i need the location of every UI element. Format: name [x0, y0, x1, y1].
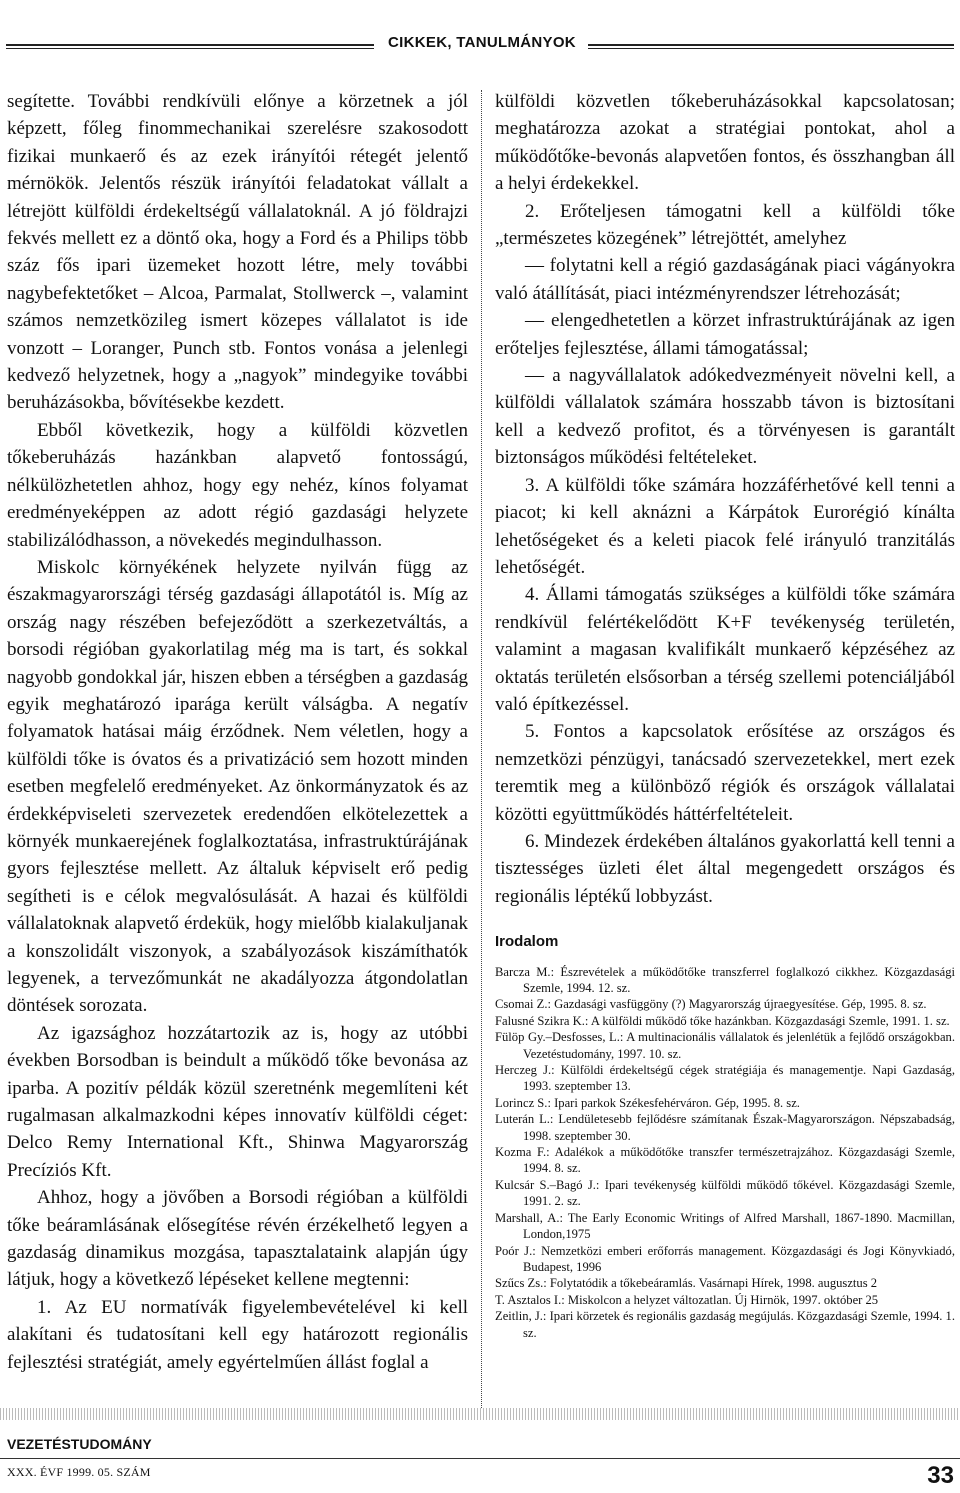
reference-item: T. Asztalos I.: Miskolcon a helyzet változatlan. Új Hirnök, 1997. október 25: [495, 1292, 879, 1307]
reference-item: Barcza M.: Észrevételek a működőtőke transzferrel foglalkozó cikkhez. Közgazdasági Szemle, 1994. 12. sz.: [495, 964, 955, 995]
reference-item: Marshall, A.: The Early Economic Writings of Alfred Marshall, 1867-1890. Macmillan, London,1975: [495, 1210, 955, 1242]
paragraph: 2. Erőteljesen támogatni kell a külföldi tőke „természetes közegének” létrejöttét, amelyhez: [495, 200, 955, 250]
paragraph: segítette. További rendkívüli előnye a körzetnek a jól képzett, főleg finommechanikai szerelésre szakosodott fizikai munkaerő és az ezek irányítói rétegét jelentő mérnökök. Jelentős részük irányítói feladatokat vállalt a létrejött külföldi érdekeltségű vállalatoknál. A jó földrajzi fekvés mellett ez a döntő oka, hogy a Ford és a Philips több száz fős ipari üzemeket hozott létre, mely további nagybefektetőket – Alcoa, Parmalat, Stollwerck –, valamint számos nemzetközileg ismert közepes vállalatot is ide vonzott – Loranger, Punch stb. Fontos vonása a jelenlegi kedvező helyzetnek, hogy a „nagyok” mindegyike további beruházásokba, bővítésekbe kezdett.: [7, 91, 468, 414]
running-header: [6, 34, 954, 58]
left-column: [7, 88, 468, 1376]
journal-name: VEZETÉSTUDOMÁNY: [7, 1436, 152, 1452]
reference-item: Kozma F.: Adalékok a működőtőke transzfer természetrajzához. Közgazdasági Szemle, 1994. 8. sz.: [495, 1145, 955, 1176]
page-number: 33: [927, 1462, 954, 1489]
list-item: — elengedhetetlen a körzet infrastruktúrájának az igen erőteljes fejlesztése, állami támogatással;: [495, 310, 955, 359]
list-item: — folytatni kell a régió gazdaságának piaci vágányokra való átállítását, piaci intézményrendszer létrehozását;: [495, 255, 955, 304]
reference-item: Fülöp Gy.–Desfosses, L.: A multinacionális vállalatok és jelenlétük a fejlődő országokban. Vezetéstudomány, 1997. 10. sz.: [495, 1030, 955, 1061]
reference-item: Kulcsár S.–Bagó J.: Ipari tevékenység külföldi működő tőkével. Közgazdasági Szemle, 1991. 2. sz.: [495, 1177, 955, 1209]
references-list: [495, 964, 955, 1341]
decorative-band: [0, 1408, 960, 1420]
reference-item: Lorincz S.: Ipari parkok Székesfehérváron. Gép, 1995. 8. sz.: [495, 1095, 800, 1110]
paragraph: 6. Mindezek érdekében általános gyakorlattá kell tenni a tisztességes üzleti élet által megengedett országos és regionális léptékű lobbyzást.: [495, 830, 955, 907]
paragraph: 1. Az EU normatívák figyelembevételével ki kell alakítani és tudatosítani kell egy határozott regionális fejlesztési stratégiát, amely egyértelműen állást foglal a: [7, 1296, 468, 1373]
reference-item: Herczeg J.: Külföldi érdekeltségű cégek stratégiája és managementje. Napi Gazdaság, 1993. szeptember 13.: [495, 1063, 955, 1094]
reference-item: Luterán L.: Lendületesebb fejlődésre számítanak Észak-Magyarországon. Népszabadság, 1998. szeptember 30.: [495, 1112, 955, 1143]
paragraph: 4. Állami támogatás szükséges a külföldi tőke számára rendkívül felértékelődött K+F tevékenység területén, valamint a magasan kvalifikált munkaerő képzéséhez az oktatás területén elsősorban a térség szellemi potenciáljából való építkezéssel.: [495, 584, 955, 715]
column-divider: [481, 90, 482, 1408]
issue-info: XXX. ÉVF 1999. 05. SZÁM: [7, 1465, 151, 1479]
reference-item: Zeitlin, J.: Ipari körzetek és regionális gazdaság megújulás. Közgazdasági Szemle, 1994. 1. sz.: [495, 1309, 955, 1340]
list-item: — a nagyvállalatok adókedvezményeit növelni kell, a külföldi vállalatok számára hosszabb távon is biztosítani kell a kedvező profitot, és a törvényesen is garantált biztonságos működési feltételeket.: [495, 365, 955, 469]
header-rule-right: [588, 44, 954, 49]
reference-item: Poór J.: Nemzetközi emberi erőforrás management. Közgazdasági és Jogi Könyvkiadó, Budapest, 1996: [495, 1243, 955, 1274]
reference-item: Falusné Szikra K.: A külföldi működő tőke hazánkban. Közgazdasági Szemle, 1991. 1. sz.: [495, 1013, 950, 1028]
reference-item: Csomai Z.: Gazdasági vasfüggöny (?) Magyarország újraegyesítése. Gép, 1995. 8. sz.: [495, 997, 927, 1012]
paragraph: 3. A külföldi tőke számára hozzáférhetővé kell tenni a piacot; ki kell aknázni a Kárpátok Eurorégió kínálta lehetőségeket és a keleti piacok felé irányuló tranzitálás lehetőségét.: [495, 474, 955, 578]
paragraph: Az igazsághoz hozzátartozik az is, hogy az utóbbi években Borsodban is beindult a működő tőke bevonása az iparba. A pozitív példák közül szeretnénk megemlíteni két rugalmasan alkalmazkodni képes innovatív külföldi céget: Delco Remy International Kft., Shinwa Magyarország Precíziós Kft.: [7, 1022, 468, 1181]
right-column: [495, 88, 955, 1341]
header-rule-left: [6, 44, 374, 49]
section-title: CIKKEK, TANULMÁNYOK: [388, 34, 576, 51]
reference-item: Szűcs Zs.: Folytatódik a tőkebeáramlás. Vasárnapi Hírek, 1998. augusztus 2: [495, 1276, 878, 1291]
paragraph: külföldi közvetlen tőkeberuházásokkal kapcsolatosan; meghatározza azokat a stratégiai pontokat, ahol a működőtőke-bevonás alapvetően fontos, és összhangban áll a helyi érdekekkel.: [495, 91, 955, 195]
references-heading: Irodalom: [495, 933, 559, 951]
footer-rule: [0, 1458, 960, 1459]
paragraph: Ahhoz, hogy a jövőben a Borsodi régióban a külföldi tőke beáramlásának elősegítése révén érzékelhető legyen a gazdaság dinamikus mozgása, tapasztalataink alapján úgy látjuk, hogy a következő lépéseket kellene megtenni:: [7, 1187, 468, 1291]
paragraph: Ebből következik, hogy a külföldi közvetlen tőkeberuházás hazánkban alapvető fontosságú, nélkülözhetetlen ahhoz, hogy egy nehéz, kínos folyamat eredményeképpen az adott régió gazdasági helyzete stabilizálódhasson, a növekedés megindulhasson.: [7, 419, 468, 551]
paragraph: Miskolc környékének helyzete nyilván függ az északmagyarországi térség gazdasági állapotától is. Míg az ország nagy részében befejeződött a szerkezetváltás, a borsodi régióban gyakorlatilag még ma is tart, és sokkal nagyobb gondokkal jár, hiszen ebben a térségben a gazdaság egyik meghatározó iparága került válságba. A negatív folyamatok hatásai máig érződnek. Nem véletlen, hogy a külföldi tőke is óvatos és a privatizáció sem hozott minden esetben megfelelő eredményeket. Az önkormányzatok és az érdekképviseleti szervezetek eredendően elkötelezettek a környék munkaerejének foglalkoztatása, infrastruktúrájának gyors fejlesztése mellett. Az általuk képviselt erő pedig segítheti is e célok megvalósulását. A hazai és külföldi vállalatoknak alapvető érdekük, hogy mielőbb kialakuljanak a konszolidált viszonyok, a szabályozások kiszámíthatók legyenek, a tervezőmunkát ne akadályozza átgondolatlan döntések sorozata.: [7, 556, 468, 1017]
paragraph: 5. Fontos a kapcsolatok erősítése az országos és nemzetközi pénzügyi, tanácsadó szervezetekkel, mert ezek teremtik meg a különböző régiók és országok vállalatai közötti együttműködés háttérfeltételeit.: [495, 721, 955, 825]
